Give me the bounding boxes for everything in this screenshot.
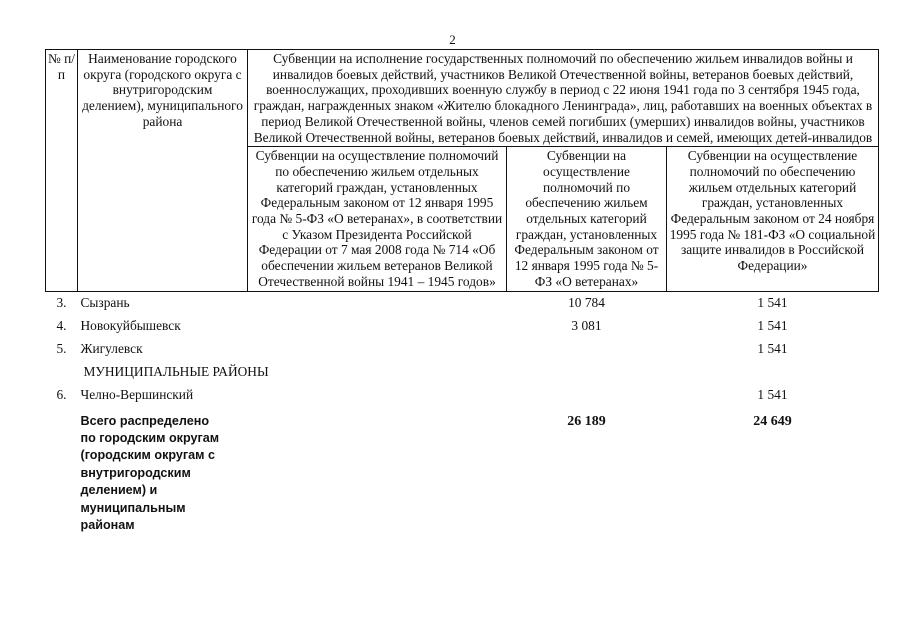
- section-title: МУНИЦИПАЛЬНЫЕ РАЙОНЫ: [83, 364, 269, 380]
- header-row-1: [46, 50, 879, 147]
- section-num: [46, 361, 78, 384]
- row-num: 6.: [56, 387, 67, 403]
- row-name: Новокуйбышевск: [80, 318, 181, 334]
- row-num: 3.: [56, 295, 67, 311]
- table-row: [46, 315, 879, 338]
- total-row: [46, 407, 879, 535]
- row-sub2: [507, 384, 667, 407]
- table-row: [46, 384, 879, 407]
- row-sub3: 1 541: [757, 318, 788, 334]
- table-body: [46, 291, 879, 534]
- total-label: Всего распределено по городским округам (городским округам с внутригородским делением) и муниципальным районам: [80, 413, 220, 532]
- subsidy-table: [45, 49, 879, 534]
- row-sub1: [248, 338, 507, 361]
- total-sub2: 26 189: [567, 413, 606, 429]
- row-sub3: 1 541: [757, 341, 788, 357]
- table-row: [46, 291, 879, 315]
- row-sub2: 10 784: [568, 295, 605, 311]
- row-sub3: 1 541: [757, 295, 788, 311]
- total-sub3: 24 649: [753, 413, 792, 429]
- row-name: Сызрань: [80, 295, 130, 311]
- header-num: № п/п: [46, 50, 78, 292]
- header-main: Субвенции на исполнение государственных полномочий по обеспечению жильем инвалидов войны и инвалидов боевых действий, участников Великой Отечественной войны, ветеранов боевых действий, военнослужащих, проходивших военную службу в период с 22 июня 1941 года по 3 сентября 1945 года, граждан, награжденных знаком «Жителю блокадного Ленинграда», лиц, работавших на военных объектах в период Великой Отечественной войны, членов семей погибших (умерших) инвалидов войны, участников Великой Отечественной войны, ветеранов боевых действий, инвалидов и семей, имеющих детей-инвалидов: [248, 50, 879, 147]
- row-name: Жигулевск: [80, 341, 143, 357]
- header-sub3: Субвенции на осуществление полномочий по обеспечению жильем отдельных категорий граждан, установленных Федеральным законом от 24 ноября 1995 года № 181-ФЗ «О социальной защите инвалидов в Российской Федерации»: [667, 147, 879, 291]
- row-sub1: [248, 315, 507, 338]
- header-sub1: Субвенции на осуществление полномочий по обеспечению жильем отдельных категорий граждан, установленных Федеральным законом от 12 января 1995 года № 5-ФЗ «О ветеранах», в соответствии с Указом Президента Российской Федерации от 7 мая 2008 года № 714 «Об обеспечении жильем ветеранов Великой Отечественной войны 1941 – 1945 годов»: [248, 147, 507, 291]
- row-name: Челно-Вершинский: [80, 387, 194, 403]
- row-sub3: 1 541: [757, 387, 788, 403]
- row-sub1: [248, 291, 507, 315]
- row-num: 4.: [56, 318, 67, 334]
- row-sub2: 3 081: [571, 318, 602, 334]
- row-sub2: [507, 338, 667, 361]
- header-sub2: Субвенции на осуществление полномочий по обеспечению жильем отдельных категорий граждан, установленных Федеральным законом от 12 января 1995 года № 5-ФЗ «О ветеранах»: [507, 147, 667, 291]
- total-num: [46, 407, 78, 535]
- page-number: 2: [449, 32, 456, 47]
- section-row: [46, 361, 879, 384]
- row-num: 5.: [56, 341, 67, 357]
- table-header: [46, 50, 879, 292]
- total-sub1: [248, 407, 507, 535]
- table-row: [46, 338, 879, 361]
- row-sub1: [248, 384, 507, 407]
- header-name: Наименование городского округа (городского округа с внутригородским делением), муниципального района: [78, 50, 248, 292]
